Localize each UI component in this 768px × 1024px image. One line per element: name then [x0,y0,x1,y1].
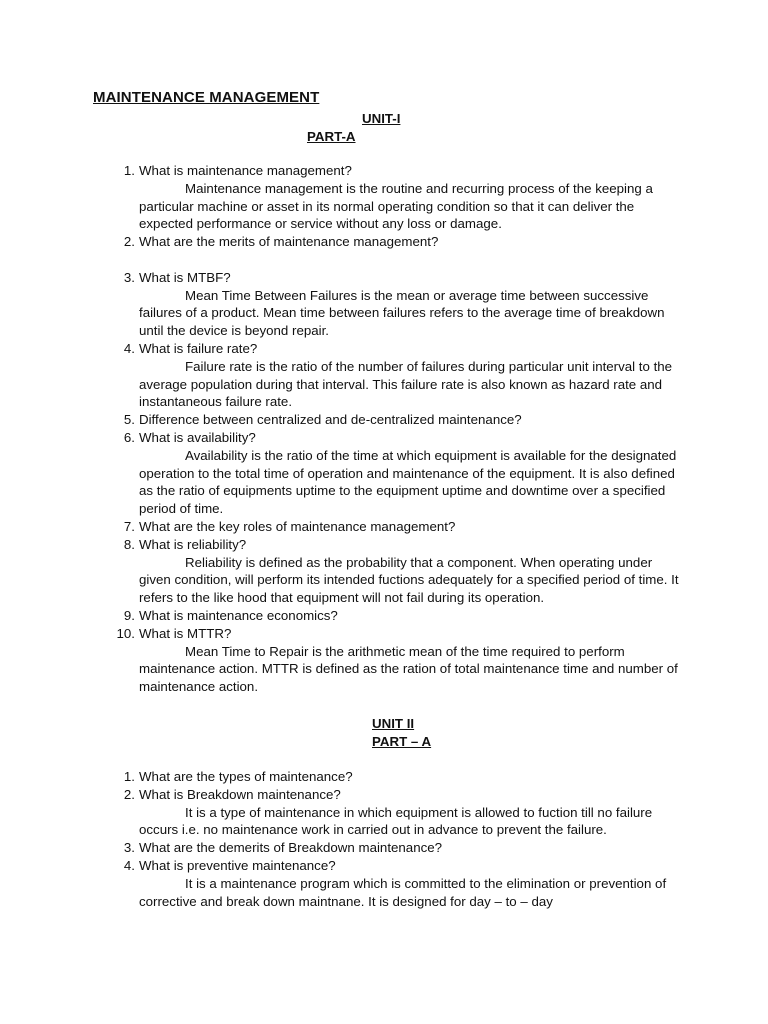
item-number: 3. [123,840,135,856]
unit-2-question-list [123,768,679,910]
list-item [123,518,679,536]
item-number: 2. [123,786,135,802]
unit-1-part-heading: PART-A [307,129,356,144]
item-number: 1. [123,163,135,178]
list-item [123,269,679,340]
item-number: 4. [123,340,135,356]
answer-text: Reliability is defined as the probability that a component. When operating under given condition, will perform its intended fuctions adequately for a specified period of time. It refers to the like hood that equipment will not fail during its operation. [139,554,679,606]
answer-text: Maintenance management is the routine and recurring process of the keeping a particular machine or asset in its normal operating condition so that it can deliver the expected performance or service without any loss or damage. [139,180,653,232]
list-item [123,839,679,857]
list-item [116,625,679,696]
item-number: 9. [123,607,135,623]
list-item [123,786,679,839]
list-item [123,429,679,518]
document-title: MAINTENANCE MANAGEMENT [93,89,320,106]
question-text: What is MTTR? [139,625,232,641]
item-number: 3. [123,269,135,285]
answer-text: It is a type of maintenance in which equipment is allowed to fuction till no failure occurs i.e. no maintenance work in carried out in advance to prevent the failure. [139,804,653,838]
question-text: What are the demerits of Breakdown maintenance? [139,840,443,856]
unit-2-heading: UNIT II [372,716,415,731]
item-number: 2. [123,234,135,250]
list-item [123,607,679,625]
question-text: What is preventive maintenance? [139,857,336,873]
list-item [123,536,679,607]
question-text: What are the types of maintenance? [139,769,353,784]
question-text: What is availability? [139,429,256,445]
unit-1-question-list [116,162,679,696]
question-text: What is failure rate? [139,340,258,356]
answer-text: Availability is the ratio of the time at which equipment is available for the designated operation to the total time of operation and maintenance of the equipment. It is also defined as the ratio of equipments uptime to the equipment uptime and downtime over a specified period of time. [139,447,677,517]
item-number: 8. [123,536,135,552]
item-number: 4. [123,857,135,873]
question-text: What is maintenance economics? [139,607,338,623]
blank-line [139,251,679,269]
question-text: What is reliability? [139,536,247,552]
item-number: 6. [123,429,135,445]
question-text: What is Breakdown maintenance? [139,786,341,802]
question-text: What is maintenance management? [139,163,352,178]
item-number: 7. [123,518,135,534]
question-text: What is MTBF? [139,269,231,285]
question-text: What are the key roles of maintenance management? [139,518,456,534]
question-text: Difference between centralized and de-centralized maintenance? [139,412,522,428]
answer-text: It is a maintenance program which is committed to the elimination or prevention of corrective and break down maintnane. It is designed for day – to – day [139,875,667,909]
question-text: What are the merits of maintenance management? [139,234,439,250]
unit-2-part-heading: PART – A [372,734,432,749]
list-item [123,340,679,411]
answer-text: Mean Time Between Failures is the mean or average time between successive failures of a product. Mean time between failures refers to the average time of breakdown until the device is beyond repair. [139,287,665,339]
answer-text: Failure rate is the ratio of the number of failures during particular unit interval to the average population during that interval. This failure rate is also known as hazard rate and instantaneous failure rate. [139,358,673,410]
list-item [123,162,679,233]
list-item [123,768,679,786]
list-item [123,411,679,429]
unit-1-heading: UNIT-I [362,111,401,126]
item-number: 10. [116,625,135,641]
list-item [123,857,679,910]
item-number: 5. [123,412,135,428]
list-item [123,233,679,269]
answer-text: Mean Time to Repair is the arithmetic mean of the time required to perform maintenance action. MTTR is defined as the ration of total maintenance time and number of maintenance action. [139,643,678,695]
item-number: 1. [123,769,135,784]
